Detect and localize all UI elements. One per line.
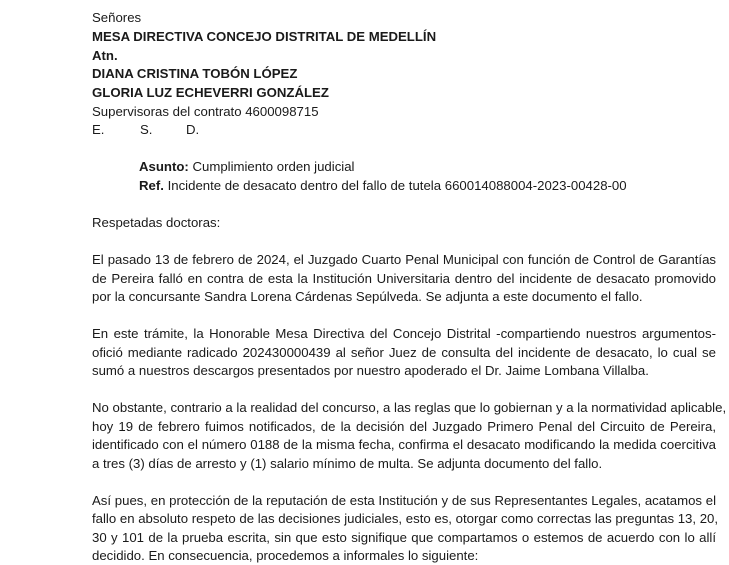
asunto-label: Asunto: bbox=[139, 159, 189, 174]
greeting: Respetadas doctoras: bbox=[92, 215, 221, 230]
ref-text: Incidente de desacato dentro del fallo de tutela 660014088004-2023-00428-00 bbox=[167, 178, 627, 193]
paragraph-line: 30 y 101 de la prueba escrita, sin que esto signifique que compartamos o estemos de acuerdo con lo allí bbox=[92, 530, 716, 545]
paragraph-line: En este trámite, la Honorable Mesa Directiva del Concejo Distrital -compartiendo nuestros argumentos- bbox=[92, 326, 716, 341]
ref-label: Ref. bbox=[139, 178, 164, 193]
es-s: S. bbox=[140, 122, 153, 137]
paragraph-line: de Pereira falló en contra de esta la Institución Universitaria dentro del incidente de desacato promovido bbox=[92, 271, 716, 286]
paragraph-line: fallo en absoluto respeto de las decisiones judiciales, esto es, otorgar como correctas las preguntas 13, 20, bbox=[92, 511, 719, 526]
es-e: E. bbox=[92, 122, 105, 137]
salutation: Señores bbox=[92, 10, 142, 25]
paragraph-line: El pasado 13 de febrero de 2024, el Juzgado Cuarto Penal Municipal con función de Control de Garantías bbox=[92, 252, 716, 267]
paragraph-line: decidido. En consecuencia, procedemos a informales lo siguiente: bbox=[92, 548, 479, 563]
paragraph-line: hoy 19 de febrero fuimos notificados, de la decisión del Juzgado Primero Penal del Circuito de Pereira, bbox=[92, 419, 716, 434]
paragraph-line: a tres (3) días de arresto y (1) salario mínimo de multa. Se adjunta documento del fallo. bbox=[92, 456, 603, 471]
paragraph-line: ofició mediante radicado 202430000439 al señor Juez de consulta del incidente de desacato, lo cual se bbox=[92, 345, 716, 360]
paragraph-line: No obstante, contrario a la realidad del concurso, a las reglas que lo gobiernan y a la normatividad aplicable, bbox=[92, 400, 727, 415]
recipient-entity: MESA DIRECTIVA CONCEJO DISTRITAL DE MEDELLÍN bbox=[92, 29, 437, 44]
recipient-role: Supervisoras del contrato 4600098715 bbox=[92, 104, 319, 119]
recipient-name-1: DIANA CRISTINA TOBÓN LÓPEZ bbox=[92, 66, 298, 81]
paragraph-line: sumó a nuestros descargos presentados por nuestro apoderado el Dr. Jaime Lombana Villalba. bbox=[92, 363, 649, 378]
es-abbreviation bbox=[92, 121, 199, 139]
paragraph-line: identificado con el número 0188 de la misma fecha, confirma el desacato modificando la medida coercitiva bbox=[92, 437, 716, 452]
recipient-name-2: GLORIA LUZ ECHEVERRI GONZÁLEZ bbox=[92, 85, 329, 100]
subject-line bbox=[139, 158, 354, 176]
attention-label: Atn. bbox=[92, 48, 118, 63]
paragraph-line: Así pues, en protección de la reputación de esta Institución y de sus Representantes Legales, acatamos el bbox=[92, 493, 716, 508]
asunto-text: Cumplimiento orden judicial bbox=[192, 159, 355, 174]
es-d: D. bbox=[186, 122, 200, 137]
reference-line bbox=[139, 177, 627, 195]
paragraph-line: por la concursante Sandra Lorena Cárdenas Sepúlveda. Se adjunta a este documento el fallo. bbox=[92, 289, 643, 304]
